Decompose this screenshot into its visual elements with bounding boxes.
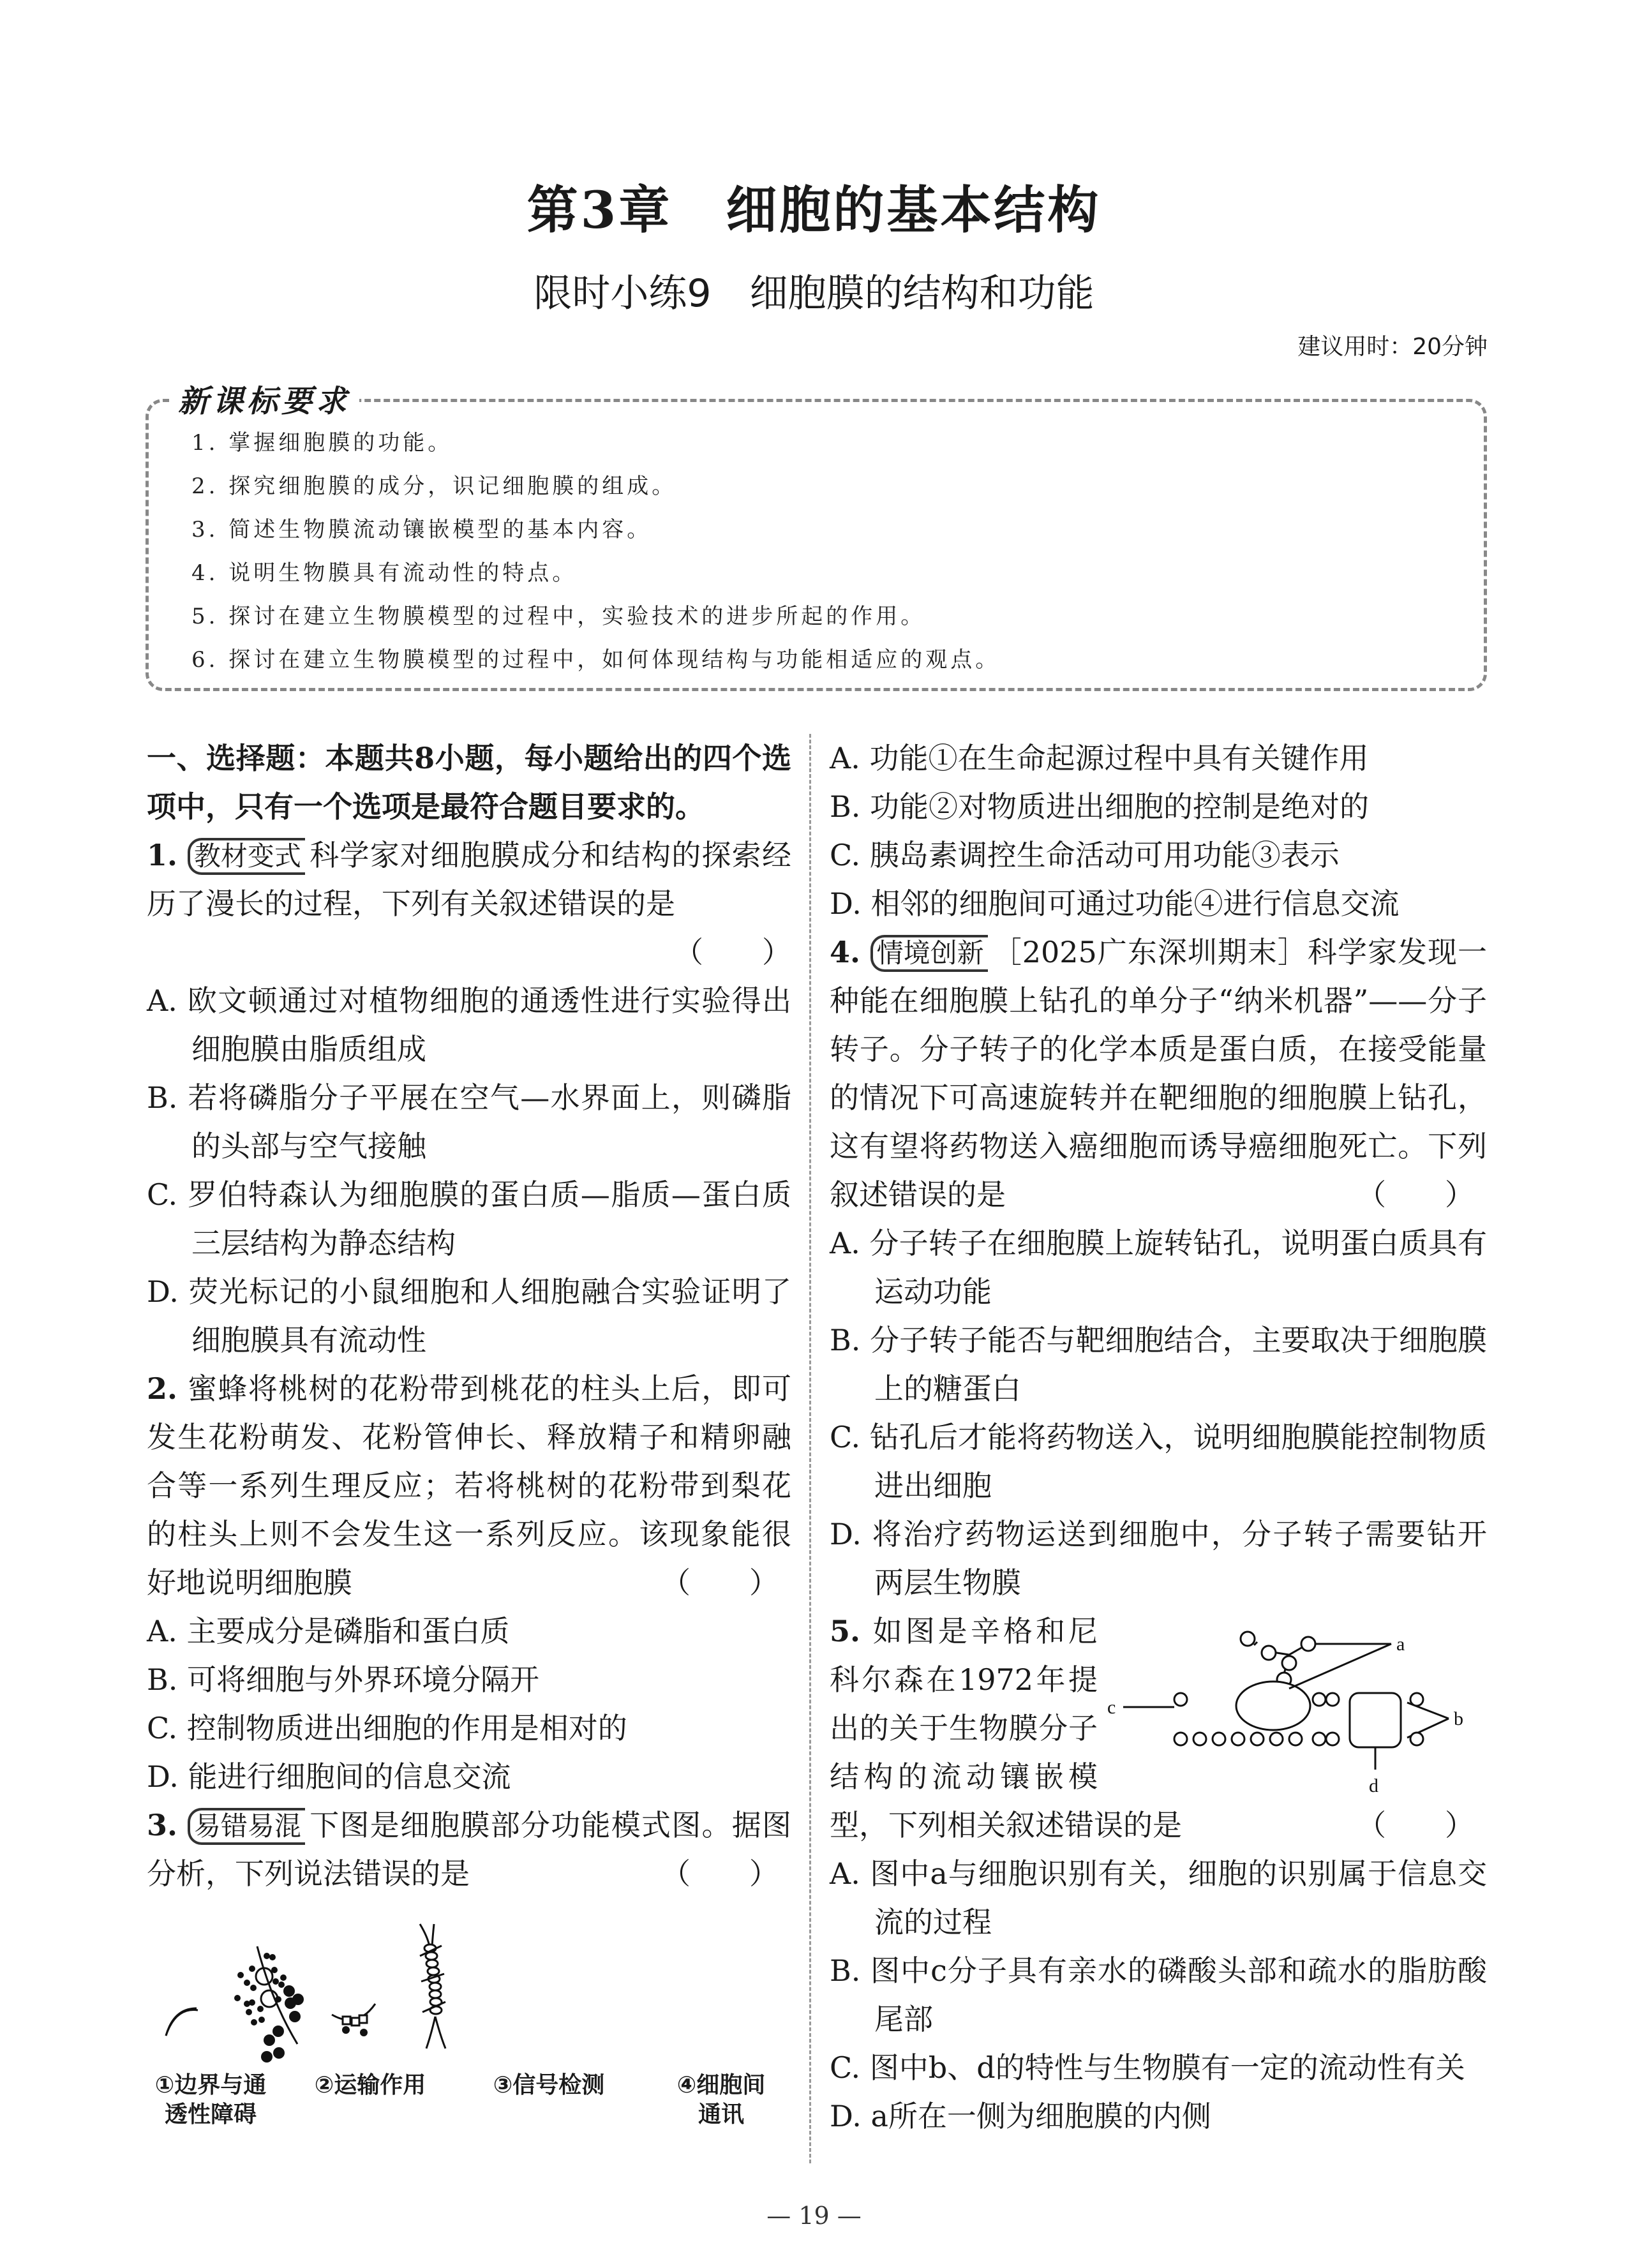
option[interactable]: C. 图中b、d的特性与生物膜有一定的流动性有关 xyxy=(830,2050,1465,2085)
question-badge: 情境创新 xyxy=(870,935,988,972)
option[interactable]: A. 分子转子在细胞膜上旋转钻孔，说明蛋白质具有运动功能 xyxy=(830,1226,1487,1309)
option[interactable]: A. 欧文顿通过对植物细胞的通透性进行实验得出细胞膜由脂质组成 xyxy=(147,983,791,1066)
question-number: 3. xyxy=(147,1808,178,1842)
question-stem: 蜜蜂将桃树的花粉带到桃花的柱头上后，即可发生花粉萌发、花粉管伸长、释放精子和精卵融合等一系列生理反应；若将桃树的花粉带到梨花的柱头上则不会发生这一系列反应。该现象能很好地说明细胞膜 xyxy=(147,1371,792,1600)
question-source: ［2025广东深圳期末］ xyxy=(991,935,1308,969)
option[interactable]: B. 可将细胞与外界环境分隔开 xyxy=(147,1662,540,1697)
option[interactable]: D. 相邻的细胞间可通过功能④进行信息交流 xyxy=(830,886,1400,921)
practice-subtitle: 限时小练9 细胞膜的结构和功能 xyxy=(534,271,1094,316)
option[interactable]: C. 控制物质进出细胞的作用是相对的 xyxy=(147,1711,627,1745)
option[interactable]: D. 荧光标记的小鼠细胞和人细胞融合实验证明了细胞膜具有流动性 xyxy=(147,1274,791,1357)
figure-caption-1: ①边界与通透性障碍 xyxy=(154,2072,267,2128)
chapter-title: 第3章 细胞的基本结构 xyxy=(526,180,1102,240)
question-3 xyxy=(147,1801,791,1898)
membrane-function-figure xyxy=(147,1918,798,2141)
section-heading: 一、选择题：本题共8小题，每小题给出的四个选项中，只有一个选项是最符合题目要求的。 xyxy=(147,741,791,824)
option[interactable]: C. 胰岛素调控生命活动可用功能③表示 xyxy=(830,838,1340,872)
option[interactable]: C. 罗伯特森认为细胞膜的蛋白质—脂质—蛋白质三层结构为静态结构 xyxy=(147,1177,791,1260)
question-stem: 科学家对细胞膜成分和结构的探索经历了漫长的过程，下列有关叙述错误的是 xyxy=(147,838,792,921)
option[interactable]: B. 功能②对物质进出细胞的控制是绝对的 xyxy=(830,789,1370,824)
question-stem: 科学家发现一种能在细胞膜上钻孔的单分子“纳米机器”——分子转子。分子转子的化学本质是蛋白质，在接受能量的情况下可高速旋转并在靶细胞的细胞膜上钻孔，这有望将药物送入癌细胞而诱导癌细胞死亡。下列叙述错误的是 xyxy=(830,935,1487,1212)
requirement-item: 6. 探讨在建立生物膜模型的过程中，如何体现结构与功能相适应的观点。 xyxy=(191,647,1001,673)
signal-detection-diagram xyxy=(332,2004,375,2036)
requirement-item: 5. 探讨在建立生物膜模型的过程中，实验技术的进步所起的作用。 xyxy=(191,604,926,629)
boundary-curve xyxy=(166,2008,197,2036)
option[interactable]: D. 将治疗药物运送到细胞中，分子转子需要钻开两层生物膜 xyxy=(830,1517,1487,1600)
figure-caption-4: ④细胞间通讯 xyxy=(676,2072,766,2128)
option[interactable]: B. 分子转子能否与靶细胞结合，主要取决于细胞膜上的糖蛋白 xyxy=(830,1323,1487,1406)
requirements-title: 新课标要求 xyxy=(169,377,359,421)
option[interactable]: D. a所在一侧为细胞膜的内侧 xyxy=(830,2099,1211,2133)
right-column xyxy=(830,734,1487,2140)
page-number: — 19 — xyxy=(766,2202,862,2230)
suggested-time: 建议用时：20分钟 xyxy=(1297,334,1488,360)
cell-communication-diagram xyxy=(420,1924,445,2048)
question-2 xyxy=(147,1364,791,1801)
label-d: d xyxy=(1369,1775,1378,1796)
option[interactable]: C. 钻孔后才能将药物送入，说明细胞膜能控制物质进出细胞 xyxy=(830,1420,1487,1503)
answer-paren[interactable]: （ ） xyxy=(661,1565,779,1600)
requirement-item: 2. 探究细胞膜的成分，识记细胞膜的组成。 xyxy=(191,474,677,499)
label-a: a xyxy=(1396,1634,1405,1655)
answer-paren[interactable]: （ ） xyxy=(1357,1177,1474,1212)
figure-caption-2: ②运输作用 xyxy=(314,2072,426,2098)
fluid-mosaic-model-figure xyxy=(1104,1607,1487,1798)
requirement-item: 3. 简述生物膜流动镶嵌模型的基本内容。 xyxy=(191,517,652,542)
figure-caption-3: ③信号检测 xyxy=(493,2072,605,2098)
option[interactable]: A. 图中a与细胞识别有关，细胞的识别属于信息交流的过程 xyxy=(830,1856,1487,1939)
transport-diagram xyxy=(234,1946,304,2063)
label-b: b xyxy=(1454,1708,1463,1729)
left-column xyxy=(147,734,791,1898)
question-number: 1. xyxy=(147,838,178,872)
question-badge: 教材变式 xyxy=(188,838,305,875)
requirement-item: 1. 掌握细胞膜的功能。 xyxy=(191,430,453,456)
question-stem: 下图是细胞膜部分功能模式图。据图分析，下列说法错误的是 xyxy=(147,1808,792,1891)
question-number: 4. xyxy=(830,935,861,969)
requirement-item: 4. 说明生物膜具有流动性的特点。 xyxy=(191,560,578,586)
column-divider xyxy=(809,734,811,2163)
answer-paren[interactable]: （ ） xyxy=(661,1856,779,1891)
question-number: 2. xyxy=(147,1371,178,1406)
question-4 xyxy=(830,928,1487,1607)
question-badge: 易错易混 xyxy=(188,1808,305,1845)
question-1 xyxy=(147,831,791,1364)
question-5 xyxy=(830,1607,1487,2140)
question-stem: 如图是辛格和尼科尔森在1972年提出的关于生物膜分子结构的流动镶嵌模型，下列相关叙述错误的是 xyxy=(830,1614,1182,1842)
option[interactable]: D. 能进行细胞间的信息交流 xyxy=(147,1759,511,1794)
requirements-list xyxy=(191,421,1000,682)
membrane-function-diagrams xyxy=(147,1918,798,2071)
option[interactable]: A. 主要成分是磷脂和蛋白质 xyxy=(147,1614,510,1648)
option[interactable]: B. 图中c分子具有亲水的磷酸头部和疏水的脂肪酸尾部 xyxy=(830,1953,1487,2036)
question-number: 5. xyxy=(830,1614,861,1648)
option[interactable]: A. 功能①在生命起源过程中具有关键作用 xyxy=(830,741,1369,775)
answer-paren[interactable]: （ ） xyxy=(674,935,791,969)
answer-paren[interactable]: （ ） xyxy=(1357,1808,1474,1842)
option[interactable]: B. 若将磷脂分子平展在空气—水界面上，则磷脂的头部与空气接触 xyxy=(147,1080,791,1163)
label-c: c xyxy=(1107,1697,1116,1718)
